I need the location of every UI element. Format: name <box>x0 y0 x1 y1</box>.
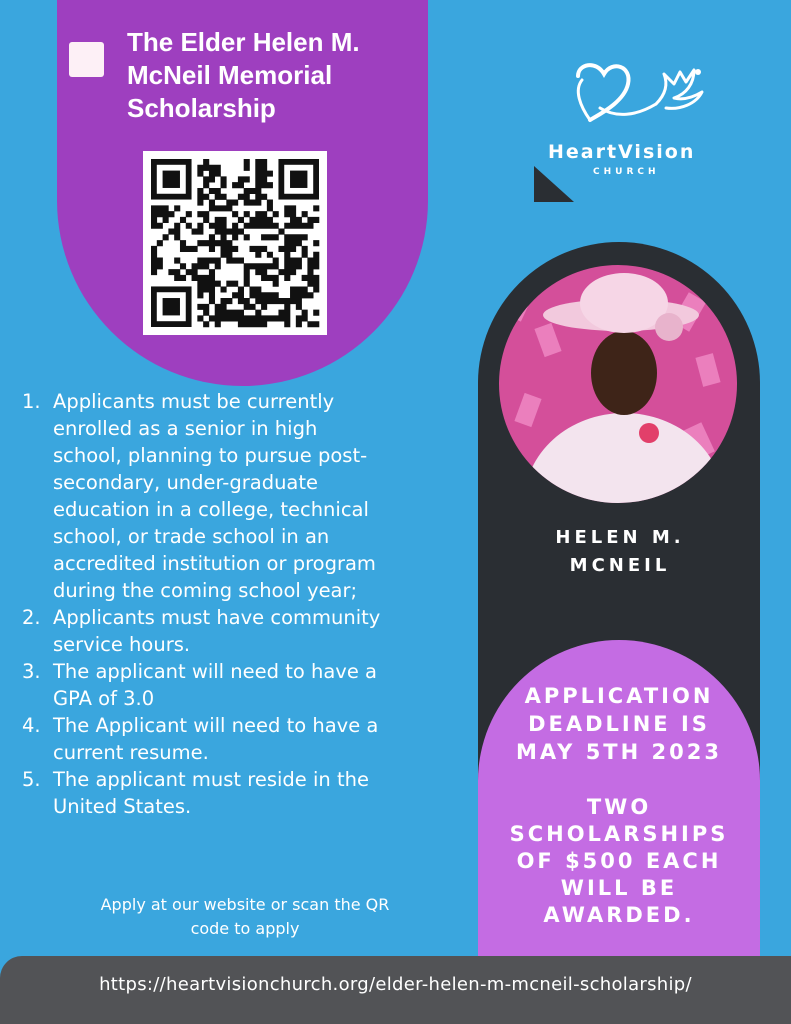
brand-subtitle: CHURCH <box>593 167 660 177</box>
list-number: 5. <box>22 768 41 791</box>
list-number: 2. <box>22 606 41 629</box>
list-item <box>22 604 467 658</box>
list-text: Applicants must have community service hours. <box>53 606 381 656</box>
square-bullet-icon <box>69 42 104 77</box>
honoree-name: HELEN M. MCNEIL <box>555 527 685 576</box>
list-number: 4. <box>22 714 41 737</box>
qr-code-icon[interactable] <box>143 151 327 335</box>
award-info: TWO SCHOLARSHIPS OF $500 EACH WILL BE AWARDED. <box>509 795 729 927</box>
triangle-decoration-icon <box>534 166 574 206</box>
list-text: The applicant will need to have a GPA of 3.0 <box>53 660 377 710</box>
list-item <box>22 658 467 712</box>
requirements-list <box>22 388 467 820</box>
list-number: 3. <box>22 660 41 683</box>
list-text: The Applicant will need to have a current resume. <box>53 714 379 764</box>
list-item <box>22 766 467 820</box>
scholarship-url-link[interactable]: https://heartvisionchurch.org/elder-helen-m-mcneil-scholarship/ <box>99 974 692 995</box>
apply-instructions: Apply at our website or scan the QR code to apply <box>100 895 390 938</box>
honoree-photo <box>499 265 737 503</box>
brand-name: HeartVision <box>548 141 696 163</box>
heart-dove-icon <box>570 58 720 142</box>
list-item <box>22 388 467 604</box>
list-number: 1. <box>22 390 41 413</box>
list-item <box>22 712 467 766</box>
page-title: The Elder Helen M. McNeil Memorial Scholarship <box>127 27 360 123</box>
application-deadline: APPLICATION DEADLINE IS MAY 5TH 2023 <box>516 684 722 764</box>
list-text: Applicants must be currently enrolled as a senior in high school, planning to pursue post- secondary, under-graduate education in a college, technical school, or trade school in an accredited institution or program during the coming school year; <box>53 390 376 602</box>
list-text: The applicant must reside in the United States. <box>53 768 369 818</box>
